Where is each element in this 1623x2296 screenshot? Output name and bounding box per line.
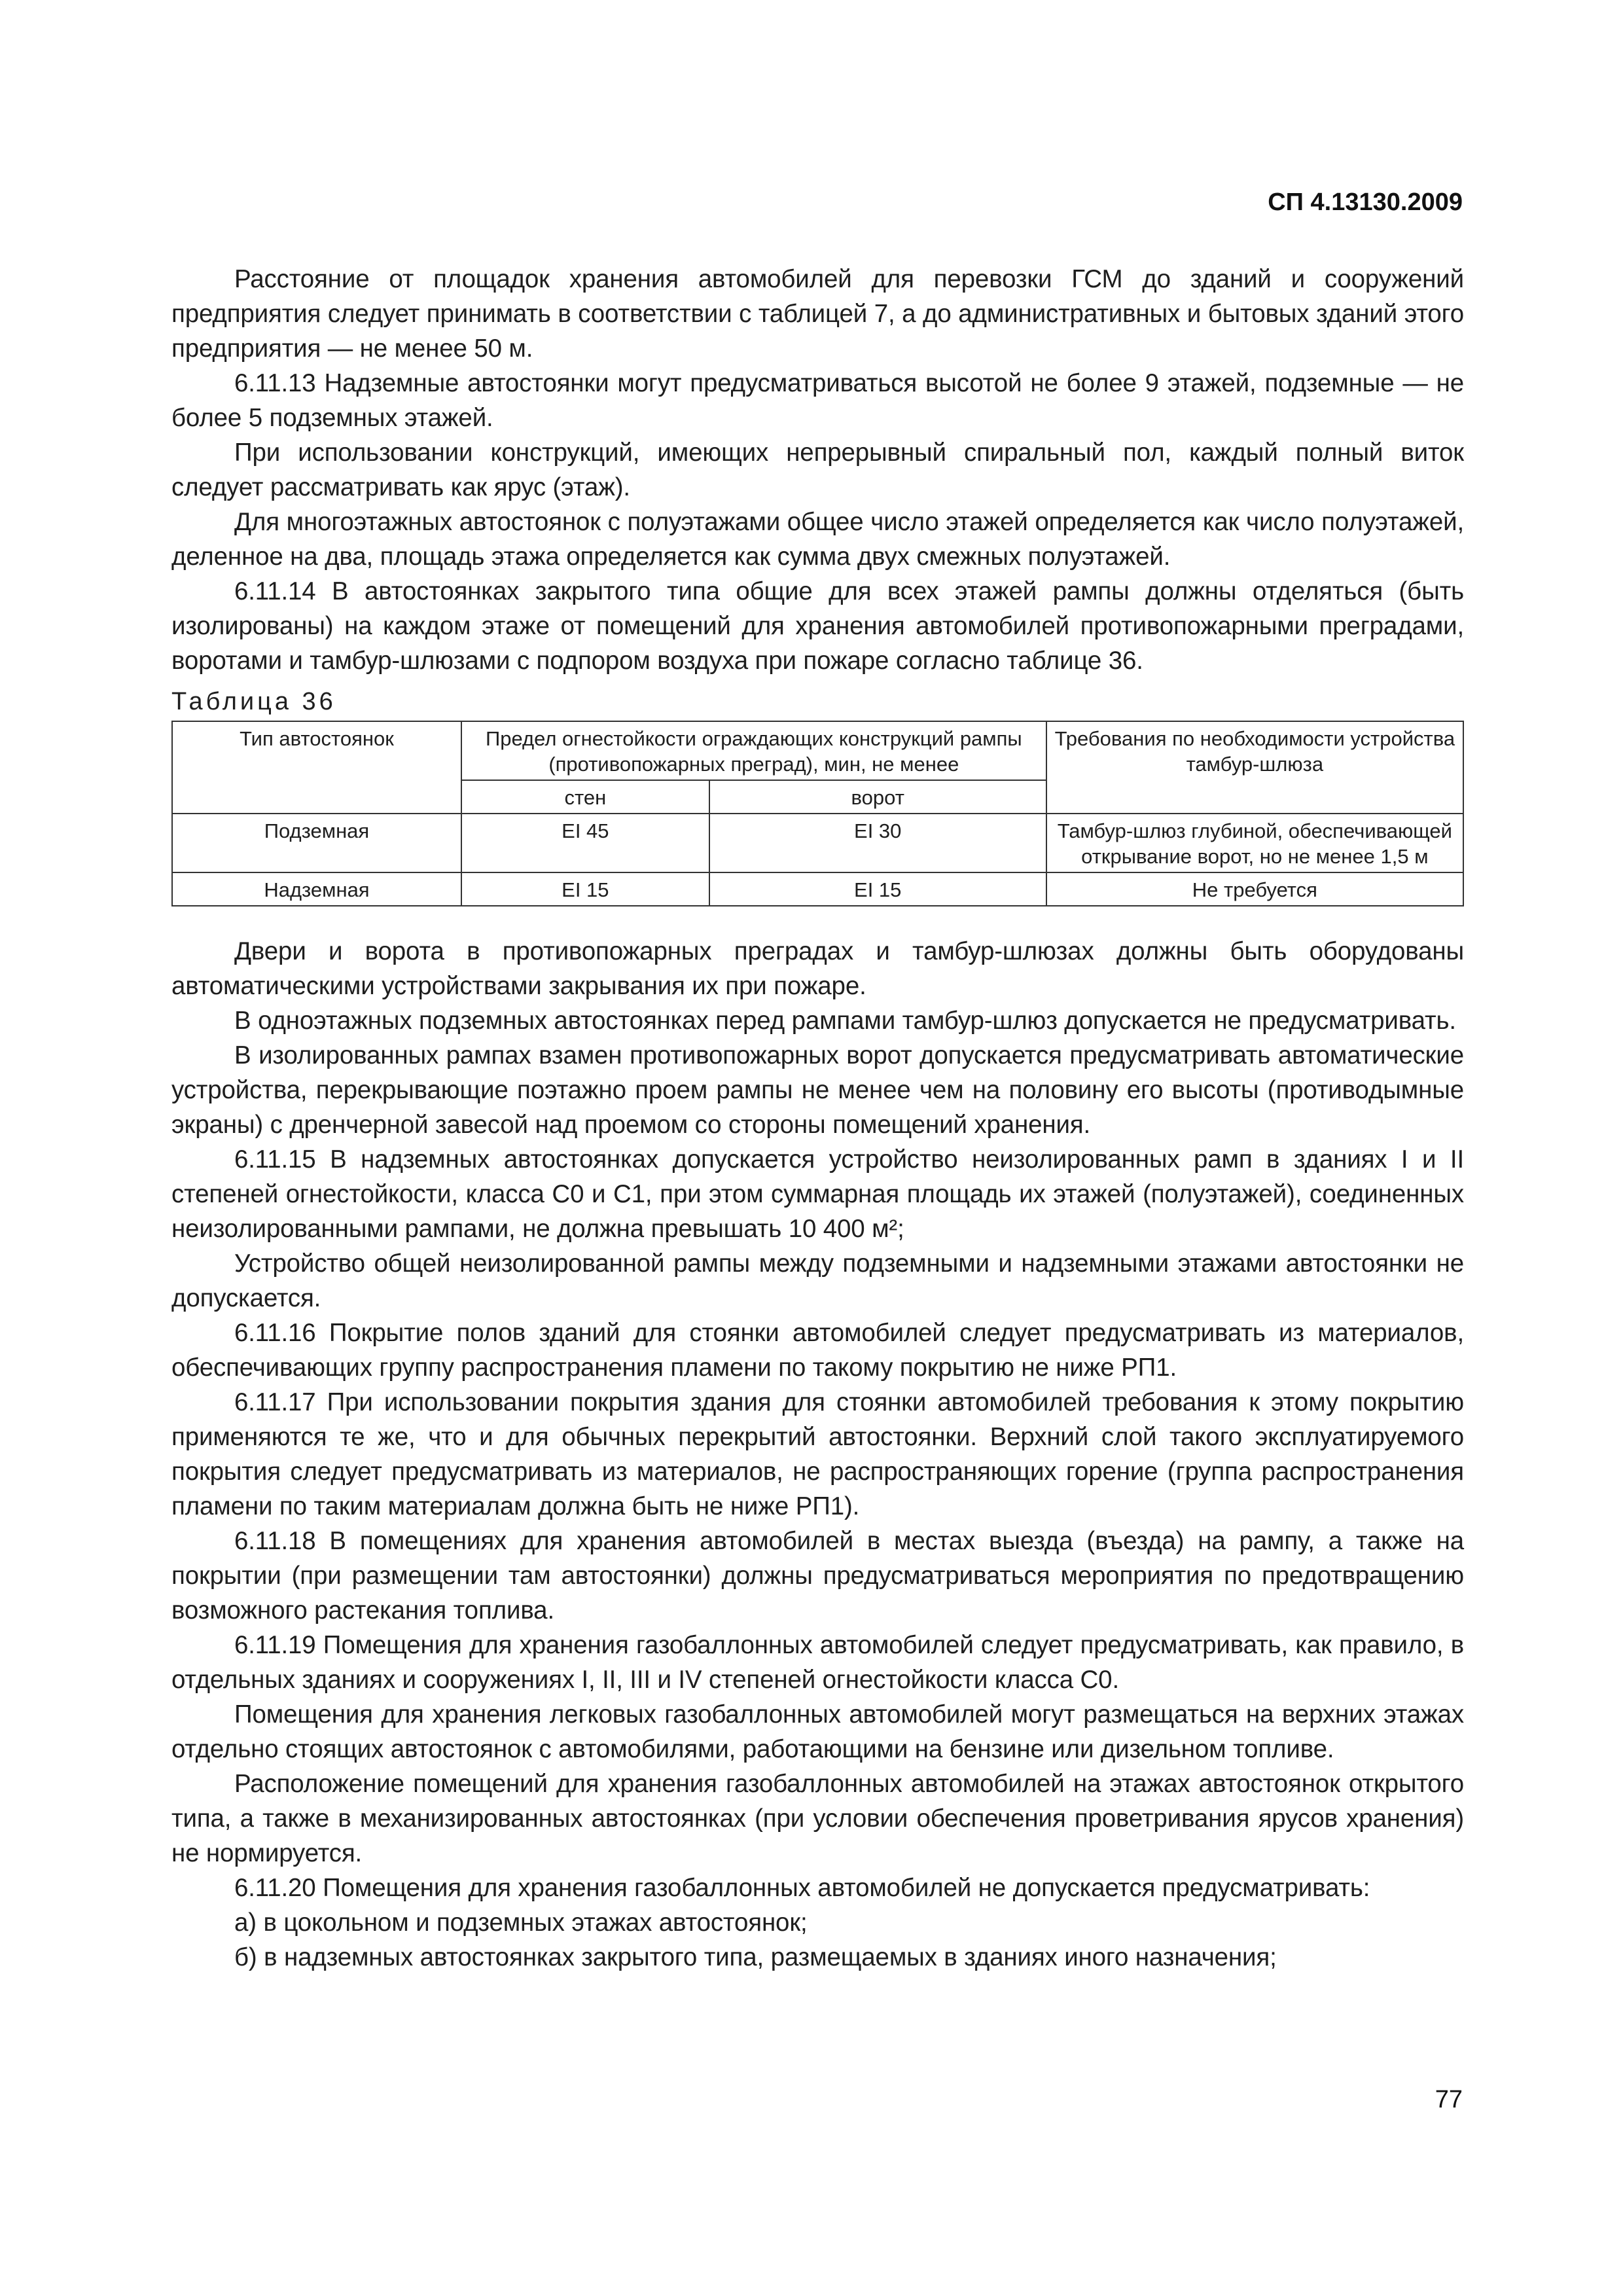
cell-type: Надземная — [172, 872, 461, 906]
paragraph: В изолированных рампах взамен противопожарных ворот допускается предусматривать автоматические устройства, перекрывающие поэтажно проем рампы не менее чем на половину его высоты (противодымные экраны) с дренчерной завесой над проемом со стороны помещений хранения. — [171, 1041, 1464, 1139]
header-fire-resistance: Предел огнестойкости ограждающих конструкций рампы (противопожарных преград), мин, не менее — [461, 721, 1046, 780]
table-36 — [171, 721, 1464, 906]
header-walls: стен — [461, 780, 709, 814]
paragraph: 6.11.17 При использовании покрытия здания для стоянки автомобилей требования к этому покрытию применяются те же, что и для обычных перекрытий автостоянки. Верхний слой такого эксплуатируемого покрытия следует предусматривать из материалов, не распространяющих горение (группа распространения пламени по таким материалам должна быть не ниже РП1). — [171, 1388, 1464, 1520]
paragraph: Для многоэтажных автостоянок с полуэтажами общее число этажей определяется как число полуэтажей, деленное на два, площадь этажа определяется как сумма двух смежных полуэтажей. — [171, 508, 1464, 571]
cell-requirement: Тамбур-шлюз глубиной, обеспечивающей открывание ворот, но не менее 1,5 м — [1046, 814, 1463, 872]
table-row — [172, 814, 1463, 872]
table-header-row — [172, 721, 1463, 780]
paragraph: 6.11.15 В надземных автостоянках допускается устройство неизолированных рамп в зданиях I и II степеней огнестойкости, класса С0 и С1, при этом суммарная площадь их этажей (полуэтажей), соединенных неизолированными рампами, не должна превышать 10 400 м²; — [171, 1145, 1464, 1243]
paragraph: 6.11.14 В автостоянках закрытого типа общие для всех этажей рампы должны отделяться (быть изолированы) на каждом этаже от помещений для хранения автомобилей противопожарными преградами, воротами и тамбур-шлюзами с подпором воздуха при пожаре согласно таблице 36. — [171, 577, 1464, 675]
paragraph: 6.11.13 Надземные автостоянки могут предусматриваться высотой не более 9 этажей, подземные — не более 5 подземных этажей. — [171, 369, 1464, 432]
paragraph: Расстояние от площадок хранения автомобилей для перевозки ГСМ до зданий и сооружений предприятия следует принимать в соответствии с таблицей 7, а до административных и бытовых зданий этого предприятия — не менее 50 м. — [171, 265, 1464, 363]
table-title: Таблица 36 — [171, 688, 336, 715]
paragraph: 6.11.19 Помещения для хранения газобаллонных автомобилей следует предусматривать, как правило, в отдельных зданиях и сооружениях I, II, III и IV степеней огнестойкости класса С0. — [171, 1631, 1464, 1694]
paragraph: Устройство общей неизолированной рампы между подземными и надземными этажами автостоянки не допускается. — [171, 1249, 1464, 1312]
cell-type: Подземная — [172, 814, 461, 872]
list-item: а) в цокольном и подземных этажах автостоянок; — [234, 1909, 808, 1937]
list-item: б) в надземных автостоянках закрытого типа, размещаемых в зданиях иного назначения; — [234, 1943, 1277, 1971]
paragraph: Расположение помещений для хранения газобаллонных автомобилей на этажах автостоянок открытого типа, а также в механизированных автостоянках (при условии обеспечения проветривания ярусов хранения) не нормируется. — [171, 1770, 1464, 1867]
header-gates: ворот — [709, 780, 1046, 814]
paragraph: 6.11.16 Покрытие полов зданий для стоянки автомобилей следует предусматривать из материалов, обеспечивающих группу распространения пламени по такому покрытию не ниже РП1. — [171, 1319, 1464, 1382]
header-type: Тип автостоянок — [172, 721, 461, 814]
paragraph: При использовании конструкций, имеющих непрерывный спиральный пол, каждый полный виток следует рассматривать как ярус (этаж). — [171, 439, 1464, 501]
cell-gates: EI 15 — [709, 872, 1046, 906]
paragraph: Помещения для хранения легковых газобаллонных автомобилей могут размещаться на верхних этажах отдельно стоящих автостоянок с автомобилями, работающими на бензине или дизельном топливе. — [171, 1700, 1464, 1763]
paragraph: В одноэтажных подземных автостоянках перед рампами тамбур-шлюз допускается не предусматривать. — [234, 1007, 1456, 1035]
cell-requirement: Не требуется — [1046, 872, 1463, 906]
page-number: 77 — [1435, 2086, 1463, 2113]
header-requirements: Требования по необходимости устройства тамбур-шлюза — [1046, 721, 1463, 814]
table-row — [172, 872, 1463, 906]
paragraph: Двери и ворота в противопожарных преградах и тамбур-шлюзах должны быть оборудованы автоматическими устройствами закрывания их при пожаре. — [171, 937, 1464, 1000]
paragraph: 6.11.18 В помещениях для хранения автомобилей в местах выезда (въезда) на рампу, а также на покрытии (при размещении там автостоянки) должны предусматриваться мероприятия по предотвращению возможного растекания топлива. — [171, 1527, 1464, 1624]
document-code: СП 4.13130.2009 — [1268, 188, 1463, 216]
text-after-table — [171, 934, 1464, 1975]
cell-gates: EI 30 — [709, 814, 1046, 872]
cell-walls: EI 45 — [461, 814, 709, 872]
paragraph: 6.11.20 Помещения для хранения газобаллонных автомобилей не допускается предусматривать: — [234, 1874, 1370, 1902]
page-body — [171, 262, 1464, 1975]
cell-walls: EI 15 — [461, 872, 709, 906]
